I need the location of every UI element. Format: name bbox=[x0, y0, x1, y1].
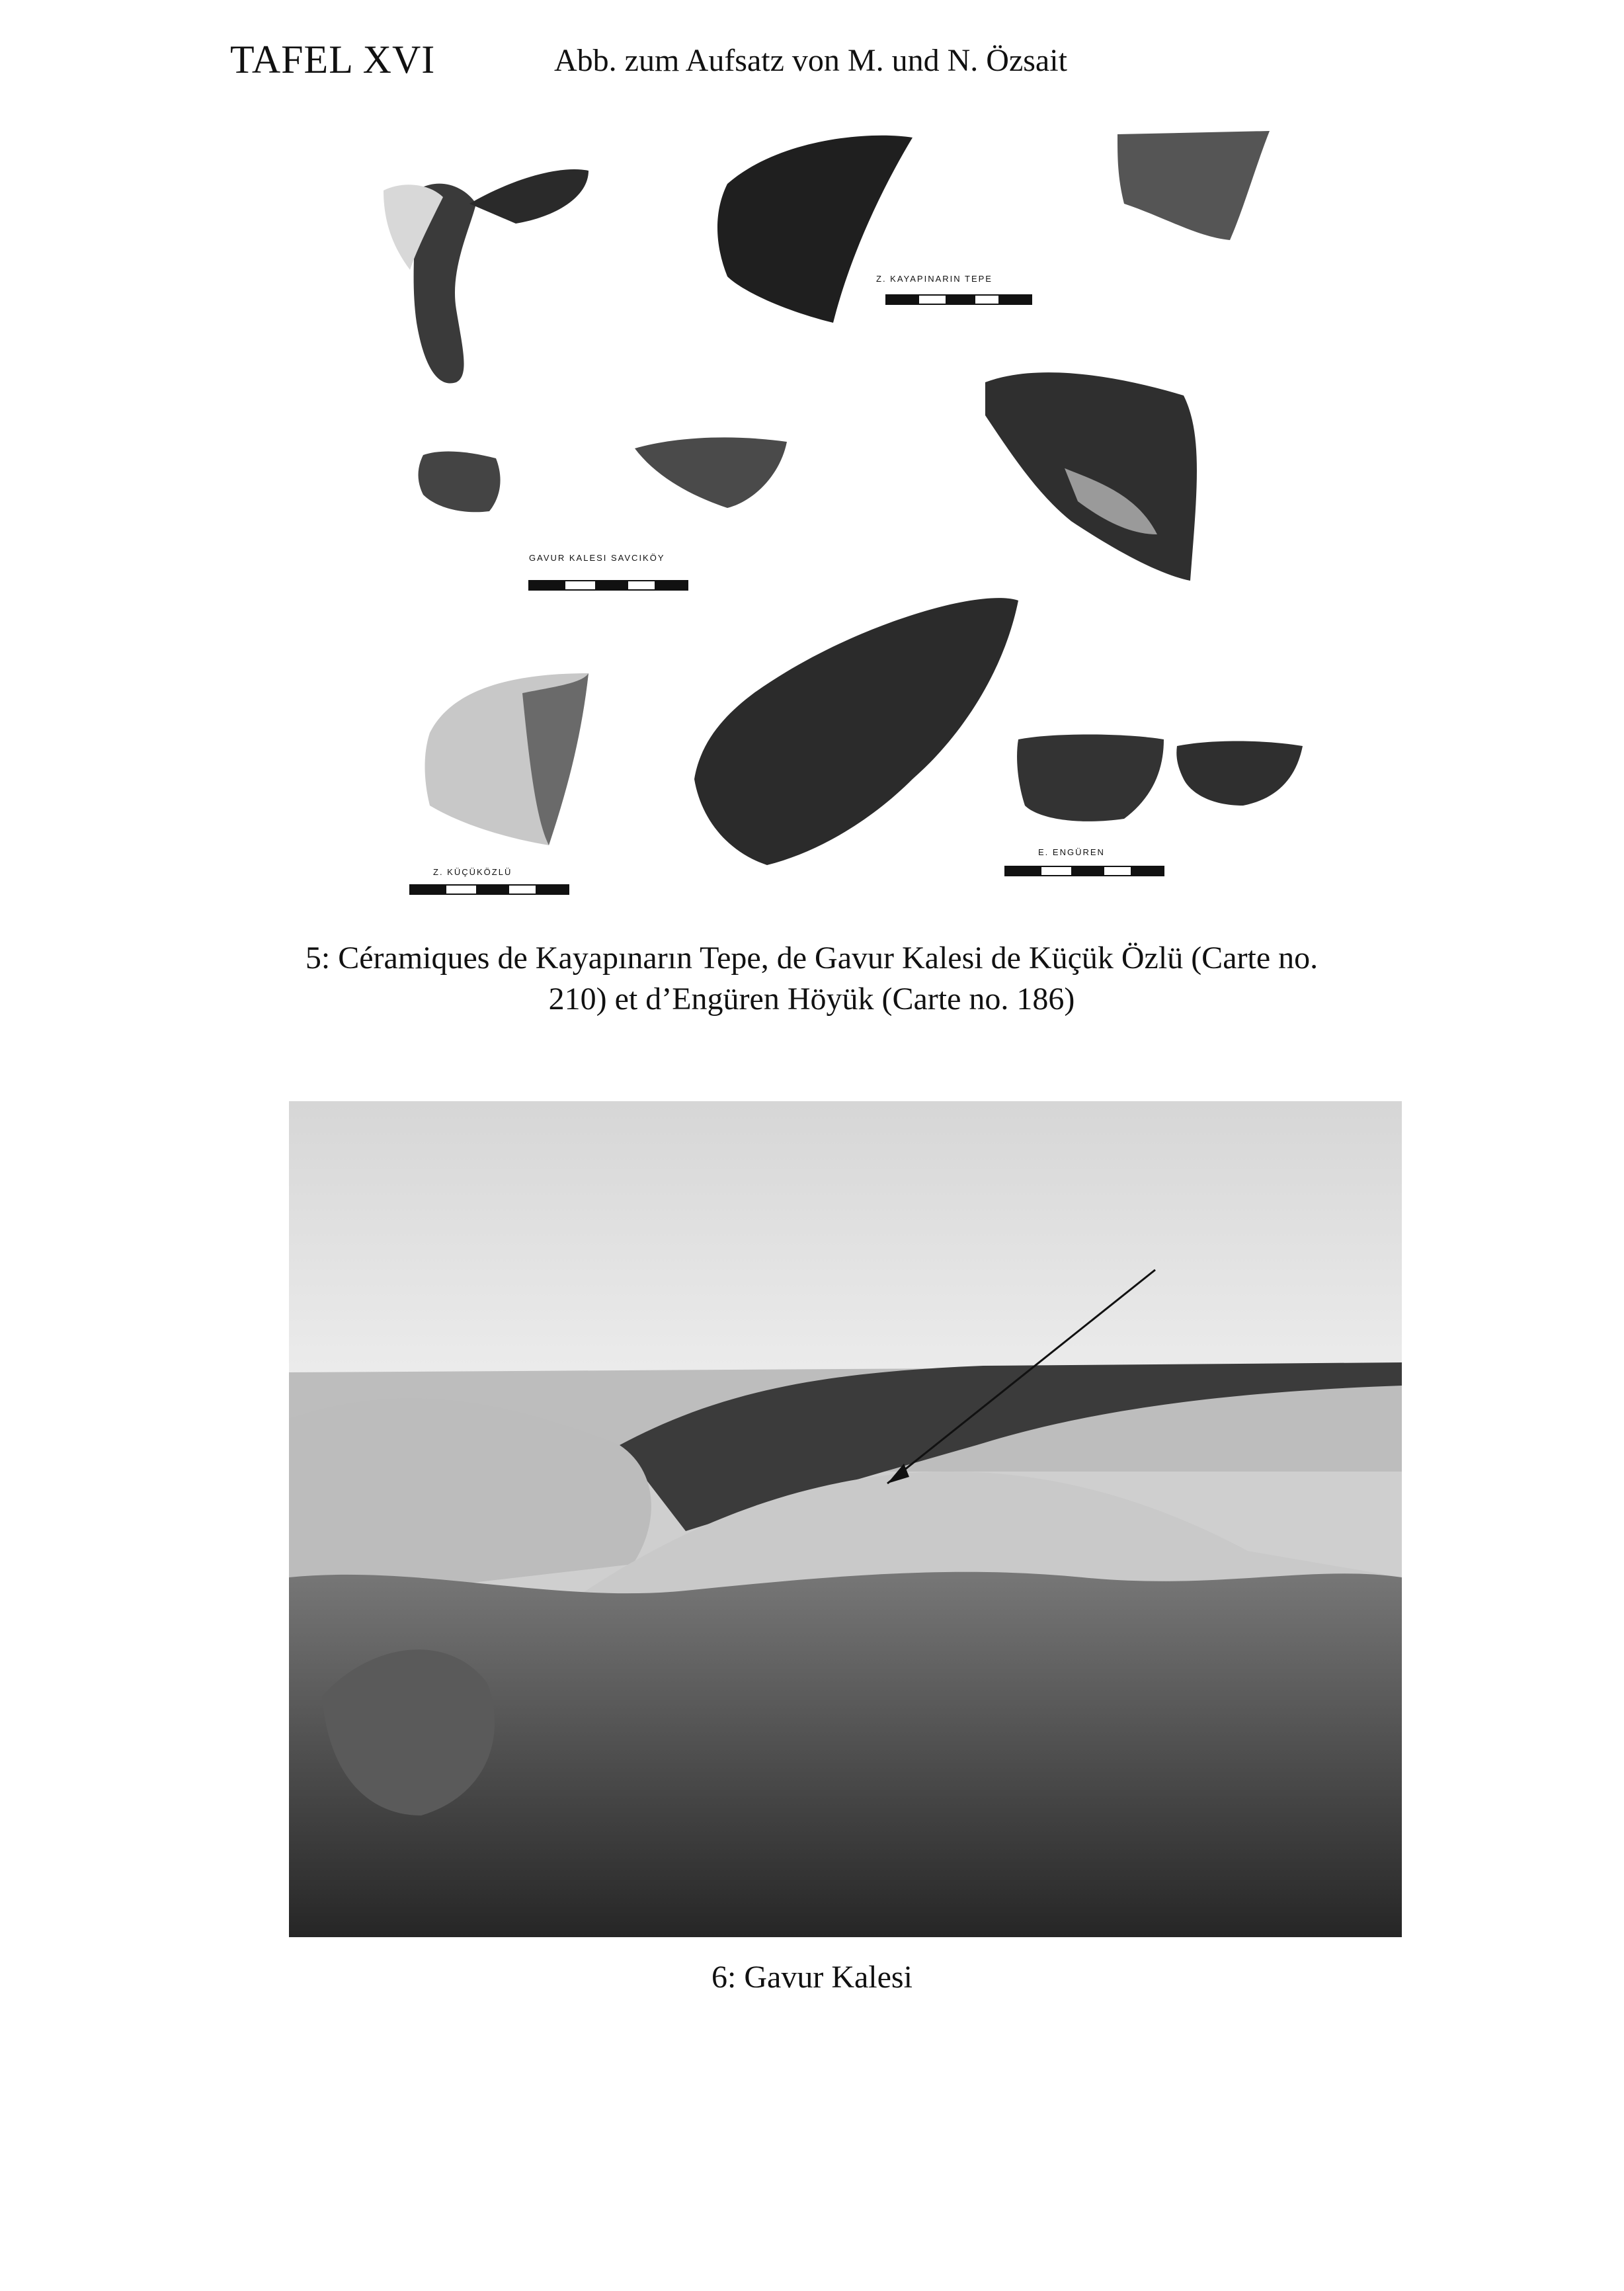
scale-bar-gavur bbox=[529, 553, 688, 590]
figure-5-caption-line1: 5: Céramiques de Kayapınarın Tepe, de Gavur Kalesi de Küçük Özlü (Carte no. bbox=[305, 940, 1319, 976]
sherd-rim-dark bbox=[717, 136, 913, 323]
scale-label-kucukozlu: Z. KÜÇÜKÖZLÜ bbox=[433, 867, 512, 877]
gavur-kalesi-landscape-photo bbox=[289, 1101, 1402, 1937]
figure-5-caption-line2: 210) et d’Engüren Höyük (Carte no. 186) bbox=[548, 981, 1075, 1017]
sherd-small-1 bbox=[419, 452, 501, 513]
scale-bar-kayapinarin bbox=[876, 274, 1032, 304]
figure-6-caption: 6: Gavur Kalesi bbox=[711, 1960, 913, 1995]
scale-label-enguren: E. ENGÜREN bbox=[1038, 847, 1105, 857]
pottery-sherds-photo bbox=[370, 124, 1322, 915]
sherd-large-bowl bbox=[985, 372, 1197, 581]
sherd-handle-top bbox=[469, 169, 589, 224]
sherd-small-2 bbox=[635, 437, 787, 508]
sherd-rim-piece-2 bbox=[1176, 741, 1303, 806]
figure-5-caption bbox=[198, 938, 1425, 1020]
sky bbox=[289, 1101, 1402, 1379]
sherd-jar-neck bbox=[694, 598, 1018, 865]
scale-label-kayapinarin: Z. KAYAPINARIN TEPE bbox=[876, 274, 993, 284]
sherd-rim-fragment bbox=[1117, 131, 1270, 240]
plate-subtitle: Abb. zum Aufsatz von M. und N. Özsait bbox=[554, 43, 1067, 78]
plate-label: TAFEL XVI bbox=[230, 38, 436, 81]
sherd-rim-piece-1 bbox=[1017, 735, 1164, 821]
scale-bar-enguren bbox=[1005, 847, 1164, 876]
scale-bar-kucukozlu bbox=[410, 867, 569, 894]
scale-label-gavur: GAVUR KALESI SAVCIKÖY bbox=[529, 553, 665, 563]
